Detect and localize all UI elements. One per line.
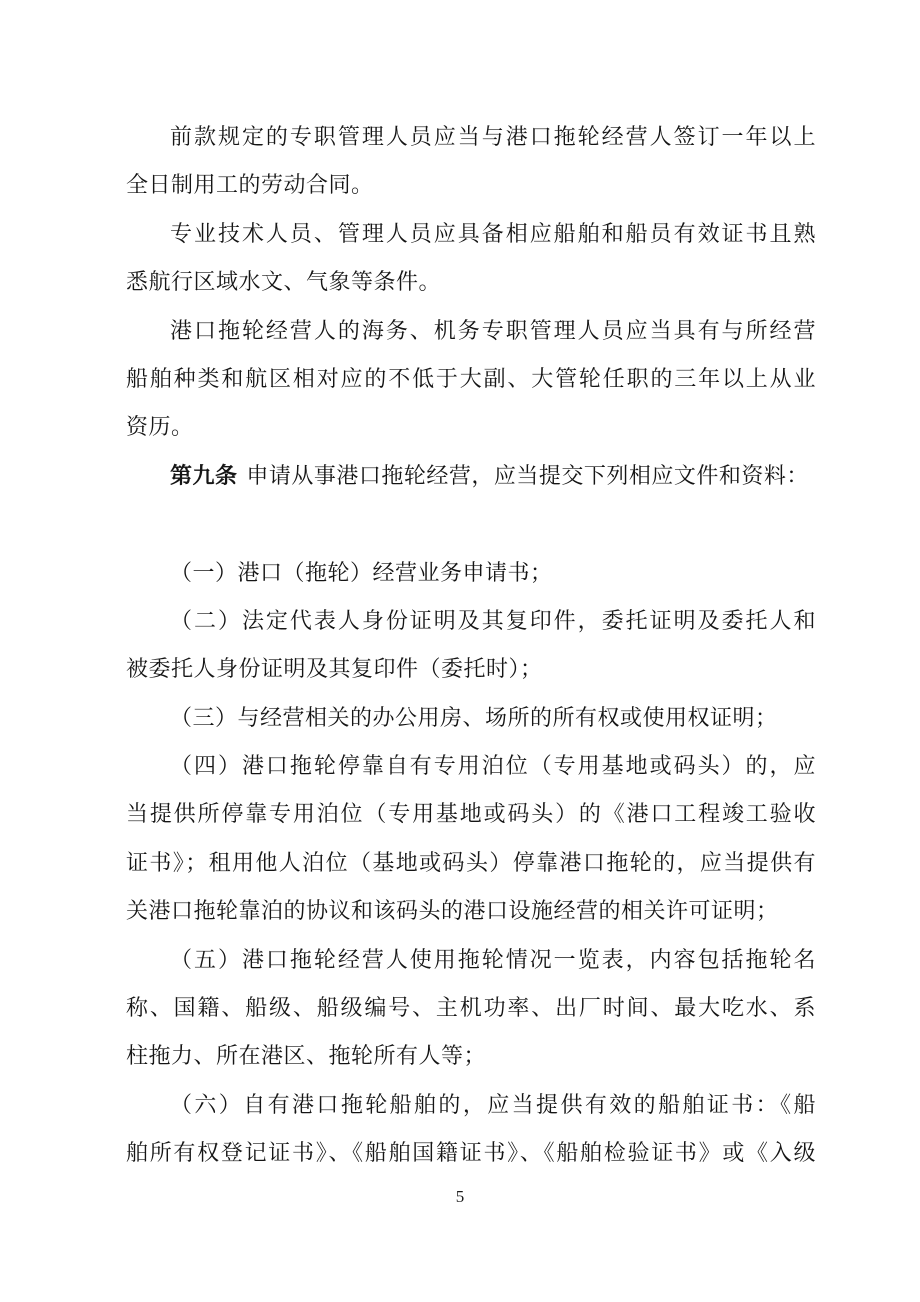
article9-line [126, 452, 816, 500]
para2-line2: 悉航行区域水文、气象等条件。 [126, 269, 442, 295]
page-number: 5 [455, 1187, 465, 1206]
item4-line3: 证书》；租用他人泊位（基地或码头）停靠港口拖轮的，应当提供有 [126, 849, 816, 875]
item6-line1: （六）自有港口拖轮船舶的，应当提供有效的船舶证书：《船 [170, 1091, 816, 1117]
item4-line2: 当提供所停靠专用泊位（专用基地或码头）的《港口工程竣工验收 [126, 801, 816, 827]
item3-line1: （三）与经营相关的办公用房、场所的所有权或使用权证明； [170, 704, 778, 730]
item4-line1: （四）港口拖轮停靠自有专用泊位（专用基地或码头）的，应 [170, 753, 816, 779]
item4-line4: 关港口拖轮靠泊的协议和该码头的港口设施经营的相关许可证明； [126, 898, 779, 924]
para3-line2: 船舶种类和航区相对应的不低于大副、大管轮任职的三年以上从业 [126, 365, 816, 391]
item2-line2: 被委托人身份证明及其复印件（委托时）； [126, 656, 543, 682]
para1-line1: 前款规定的专职管理人员应当与港口拖轮经营人签订一年以上 [170, 124, 816, 149]
item5-line1: （五）港口拖轮经营人使用拖轮情况一览表，内容包括拖轮名 [170, 946, 816, 972]
article9-text: 申请从事港口拖轮经营，应当提交下列相应文件和资料： [246, 462, 809, 488]
document-body [126, 113, 816, 1178]
blank-line [126, 500, 816, 548]
para3-line1: 港口拖轮经营人的海务、机务专职管理人员应当具有与所经营 [170, 317, 816, 343]
para3-line3: 资历。 [126, 414, 194, 440]
para2-line1: 专业技术人员、管理人员应具备相应船舶和船员有效证书且熟 [170, 220, 816, 246]
article9-label: 第九条 [170, 462, 238, 488]
item5-line3: 柱拖力、所在港区、拖轮所有人等； [126, 1043, 487, 1069]
para1-line2: 全日制用工的劳动合同。 [126, 172, 374, 198]
item1-line1: （一）港口（拖轮）经营业务申请书； [170, 559, 553, 585]
item2-line1: （二）法定代表人身份证明及其复印件，委托证明及委托人和 [170, 607, 816, 633]
item5-line2: 称、国籍、船级、船级编号、主机功率、出厂时间、最大吃水、系 [126, 995, 816, 1021]
item6-line2: 舶所有权登记证书》、《船舶国籍证书》、《船舶检验证书》或《入级 [126, 1140, 816, 1166]
